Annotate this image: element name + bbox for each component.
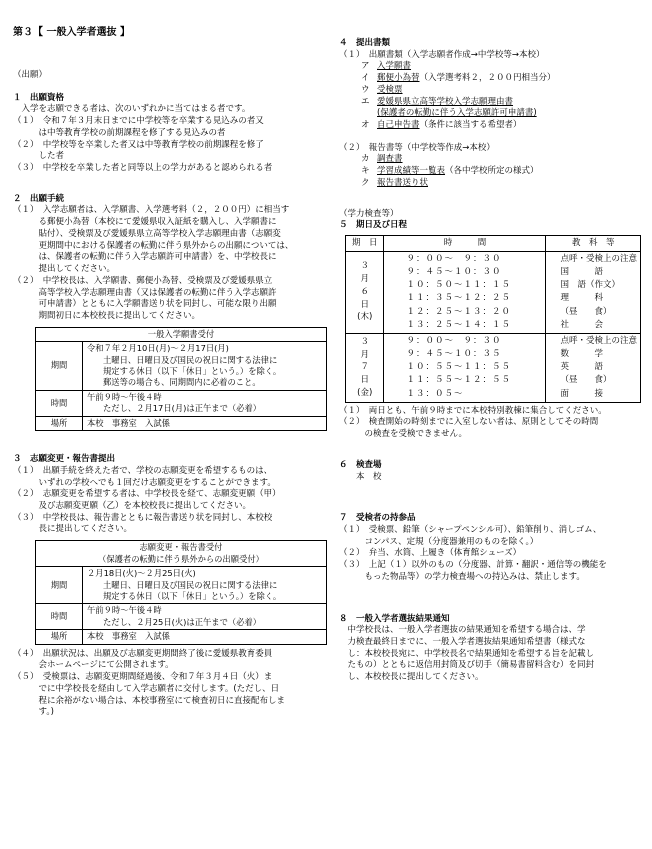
text-line: もった物品等）の学力検査場への持込みは、禁止します。 — [339, 571, 585, 582]
application-table — [35, 327, 327, 432]
schedule-table — [345, 235, 641, 403]
section-7-heading: ７ 受検者の持参品 — [339, 513, 416, 524]
period-line: ２月18日(火)～２月25日(火) — [87, 568, 196, 579]
time-line: 午前９時～午後４時 — [87, 605, 162, 616]
subject-item: 社 会 — [560, 319, 603, 330]
period-cell — [83, 567, 327, 604]
subject-item: （昼 食） — [560, 306, 612, 317]
section-6 — [339, 460, 639, 483]
text-line: 力検査最終日までに、一般入学者選抜結果通知希望書（様式な — [339, 637, 586, 648]
document-item — [339, 120, 639, 132]
document-item-title: 調査書 — [377, 154, 403, 165]
place-cell: 本校 事務室 入試係 — [83, 630, 327, 644]
time-label: 時間 — [36, 604, 83, 630]
text-line: （１） 受検票、鉛筆（シャープペンシル可）、鉛筆削り、消しゴム、 — [339, 525, 602, 536]
text-line: （３） 中学校を卒業した者と同等以上の学力があると認められる者 — [13, 163, 273, 174]
time-slot: ９：４５～１０：３５ — [406, 349, 502, 360]
subject-item: 点呼・受検上の注意 — [560, 335, 637, 346]
section-5 — [339, 220, 639, 441]
period-line: 郵送等の場合も、同期間内に必着のこと。 — [103, 377, 261, 388]
document-item-key: ア — [361, 61, 370, 72]
text-line: （２） 検査開始の時刻までに入室しない者は、原則としてその時間 — [339, 417, 599, 428]
day-char: 月 — [360, 349, 369, 360]
section-2-para-2 — [13, 276, 331, 323]
col-day-header: 期 日 — [346, 236, 384, 252]
subject-item: 国 語（作文） — [560, 280, 620, 291]
document-item-title: 愛媛県県立高等学校入学志願理由書 — [377, 96, 514, 107]
text-line: （３） 中学校長は、報告書とともに報告書送り状を同封し、本校校 — [13, 512, 273, 523]
document-item-title: (保護者の転勤に伴う入学志願許可申請書) — [377, 108, 537, 119]
period-line: 土曜日、日曜日及び国民の祝日に関する法律に — [103, 579, 278, 590]
text-line: 可申請書）とともに入学願書送り状を同封し、可能な限り出願 — [13, 299, 277, 310]
section-7-lines — [339, 525, 639, 584]
text-line: し：本校校長宛に、中学校長名で結果通知を希望する旨を記載し — [339, 648, 595, 659]
time-line: ただし、２月25日(火)は正午まで（必着） — [103, 616, 262, 627]
text-line: 程に余裕がない場合は、本校事務室にて検査初日に直接配布しま — [13, 695, 286, 706]
schedule-note-2 — [339, 417, 639, 440]
day-char: ３ — [360, 261, 369, 272]
text-line: は中等教育学校の前期課程を修了する見込みの者 — [13, 127, 226, 138]
section-4-items-2 — [339, 154, 639, 189]
day-char: 月 — [360, 274, 369, 285]
text-line: 及び志願変更願（乙）を本校校長に提出してください。 — [13, 501, 252, 512]
text-line: した者 — [13, 151, 65, 162]
text-line: （２） 中学校等を卒業した者又は中等教育学校の前期課程を修了 — [13, 139, 264, 150]
day-char: ３ — [360, 336, 369, 347]
section-1-heading: １ 出願資格 — [13, 92, 65, 103]
day-char: (木) — [357, 312, 373, 323]
text-line: す。) — [13, 707, 54, 718]
period-cell — [83, 342, 327, 391]
text-line: （２） 志願変更を希望する者は、中学校長を経て、志願変更願（甲） — [13, 489, 281, 500]
time-slot: １３：０５～ — [406, 388, 464, 399]
document-item-note: （条件に該当する希望者） — [419, 120, 522, 131]
day-2-times — [384, 333, 546, 402]
section-6-body: 本 校 — [339, 471, 382, 482]
document-item — [339, 166, 639, 178]
text-line: 貼付）、受検票及び愛媛県県立高等学校入学志願理由書（志願変 — [13, 228, 281, 239]
section-3-para-3 — [13, 513, 331, 536]
section-4-sub-2: （２） 報告書等（中学校等作成→本校） — [339, 142, 495, 153]
section-4-heading: ４ 提出書類 — [339, 38, 391, 48]
day-char: ７ — [360, 362, 369, 373]
text-line: る郵便小為替（本校にて愛媛県収入証紙を購入し、入学願書に — [13, 217, 277, 228]
change-table-head-2: （保護者の転勤に伴う県外からの出願受付） — [98, 553, 264, 564]
section-2-heading: ２ 出願手続 — [13, 193, 65, 204]
section-4-sub-1: （１） 出願書類（入学志願者作成→中学校等→本校） — [339, 49, 545, 60]
text-line: （１） 出願手続を終えた者で、学校の志願変更を希望するものは、 — [13, 465, 273, 476]
text-line: でに中学校長を経由して入学志願者に交付します。(ただし、日 — [13, 683, 280, 694]
page-title: 第３【 一般入学者選抜 】 — [13, 27, 130, 38]
section-5-heading: ５ 期日及び日程 — [339, 220, 408, 231]
section-2 — [13, 194, 331, 431]
change-table-head-1: 志願変更・報告書受付 — [139, 542, 223, 553]
change-table-head — [36, 541, 327, 567]
subject-item: 英 語 — [560, 362, 603, 373]
text-line: は、保護者の転勤に伴う入学志願許可申請書）を、中学校長に — [13, 252, 277, 263]
time-cell — [83, 390, 327, 416]
text-line: 提出してください。 — [13, 264, 116, 275]
place-cell: 本校 事務室 入試係 — [83, 416, 327, 430]
application-table-head: 一般入学願書受付 — [36, 327, 327, 341]
col-time-header: 時 間 — [384, 236, 546, 252]
change-table — [35, 540, 327, 645]
document-item-key: イ — [361, 73, 370, 84]
text-line: 期間初日に本校校長に提出してください。 — [13, 310, 201, 321]
section-3-para-2 — [13, 489, 331, 512]
document-item-note: （入学選考料２，２００円相当分） — [419, 73, 556, 84]
section-3-para-1 — [13, 466, 331, 489]
day-1-subjects — [546, 251, 641, 333]
text-line: （１） 令和７年３月末日までに中学校等を卒業する見込みの者又 — [13, 116, 264, 127]
section-3 — [13, 454, 331, 719]
document-item-title: 郵便小為替 — [377, 73, 420, 84]
day-1-times — [384, 251, 546, 333]
text-line: いずれの学校へでも１回だけ志願変更をすることができます。 — [13, 477, 276, 488]
section-1 — [13, 93, 331, 175]
time-slot: １１：５５～１２：５５ — [406, 375, 511, 386]
time-slot: ９：００～ ９：３０ — [406, 253, 502, 264]
period-label: 期間 — [36, 567, 83, 604]
day-2-cell — [346, 333, 384, 402]
section-1-lines — [13, 104, 331, 174]
text-line: （３） 上記（１）以外のもの（分度器、計算・翻訳・通信等の機能を — [339, 560, 607, 571]
text-line: 高等学校入学志願理由書（又は保護者の転勤に伴う入学志願許 — [13, 287, 277, 298]
document-item-key: カ — [361, 154, 370, 165]
text-line: （１） 入学志願者は、入学願書、入学選考料（２，２００円）に相当す — [13, 205, 290, 216]
subject-item: 国 語 — [560, 266, 603, 277]
day-2-subjects — [546, 333, 641, 402]
text-line: 長に提出してください。 — [13, 524, 133, 535]
text-line: （５） 受検票は、志願変更期間経過後、令和７年３月４日（火）ま — [13, 672, 273, 683]
document-item — [339, 108, 639, 120]
section-2-para-1 — [13, 205, 331, 275]
day-1-cell — [346, 251, 384, 333]
document-item — [339, 178, 639, 190]
time-line: ただし、２月17日(月)は正午まで（必着） — [103, 403, 262, 414]
document-item-title: 受検票 — [377, 84, 403, 95]
document-item — [339, 61, 639, 73]
text-line: 入学を志願できる者は、次のいずれかに当てはまる者です。 — [13, 104, 251, 115]
subject-item: 点呼・受検上の注意 — [560, 253, 637, 264]
period-line: 令和７年２月10日(月)～２月17日(月) — [87, 343, 229, 354]
text-line: 中学校長は、一般入学者選抜の結果通知を希望する場合は、学 — [339, 625, 586, 636]
section-8 — [339, 614, 639, 684]
day-char: 日 — [360, 299, 369, 310]
document-item-key: ウ — [361, 84, 370, 95]
text-line: し、本校校長に提出してください。 — [339, 672, 484, 683]
document-item — [339, 85, 639, 97]
document-item-key: キ — [361, 166, 370, 177]
period-line: 土曜日、日曜日及び国民の祝日に関する法律に — [103, 354, 278, 365]
document-item-key: オ — [361, 120, 370, 131]
day-char: ６ — [360, 286, 369, 297]
text-line: の検査を受検できません。 — [339, 429, 468, 440]
section-shutsugan: （出願） — [13, 70, 48, 80]
time-slot: １２：２５～１３：２０ — [406, 306, 511, 317]
subject-item: （昼 食） — [560, 375, 612, 386]
section-4-items-1 — [339, 61, 639, 131]
section-8-lines — [339, 625, 639, 684]
period-line: 規定する休日（以下「休日」という。）を除く。 — [103, 590, 282, 601]
document-item-note: （各中学校所定の様式） — [445, 166, 539, 177]
left-column — [13, 26, 331, 719]
subject-item: 理 科 — [560, 293, 603, 304]
section-3-para-5 — [13, 672, 331, 719]
time-slot: １１：３５～１２：２５ — [406, 293, 511, 304]
day-char: (金) — [357, 387, 373, 398]
time-cell — [83, 604, 327, 630]
document-item-title: 自己申告書 — [377, 120, 420, 131]
section-3-para-4 — [13, 649, 331, 672]
document-item — [339, 97, 639, 109]
time-slot: １０：５５～１１：５５ — [406, 362, 511, 373]
period-label: 期間 — [36, 342, 83, 391]
section-4 — [339, 38, 639, 190]
place-label: 場所 — [36, 416, 83, 430]
col-subject-header: 教 科 等 — [546, 236, 641, 252]
day-char: 日 — [360, 375, 369, 386]
section-gakuryoku: （学力検査等） — [339, 208, 399, 219]
section-3-heading: ３ 志願変更・報告書提出 — [13, 454, 116, 465]
document-item — [339, 73, 639, 85]
time-line: 午前９時～午後４時 — [87, 391, 162, 402]
time-slot: ９：４５～１０：３０ — [406, 266, 502, 277]
schedule-note-1: （１） 両日とも、午前９時までに本校特別教棟に集合してください。 — [339, 405, 607, 416]
place-label: 場所 — [36, 630, 83, 644]
time-slot: １０：５０～１１：１５ — [406, 280, 511, 291]
text-line: たもの）とともに返信用封筒及び切手（簡易書留料含む）を同封 — [339, 660, 595, 671]
subject-item: 数 学 — [560, 349, 603, 360]
document-item-title: 学習成績等一覧表 — [377, 166, 446, 177]
subject-item: 面 接 — [560, 388, 603, 399]
section-6-heading: ６ 検査場 — [339, 459, 382, 470]
section-7 — [339, 513, 639, 583]
document-item-key: ク — [361, 177, 370, 188]
text-line: 更期間中における保護者の転勤に伴う県外からの出願については、 — [13, 240, 294, 251]
document-item-title: 入学願書 — [377, 61, 412, 72]
text-line: （２） 中学校長は、入学願書、郵便小為替、受検票及び愛媛県県立 — [13, 275, 273, 286]
document-item-title: 報告書送り状 — [377, 177, 429, 188]
document-item — [339, 154, 639, 166]
text-line: 会ホームページにて公開されます。 — [13, 660, 174, 671]
text-line: （２） 弁当、水筒、上履き（体育館シューズ） — [339, 548, 522, 559]
right-column — [339, 38, 639, 684]
text-line: コンパス、定規（分度器兼用のものを除く。） — [339, 536, 539, 547]
time-label: 時間 — [36, 390, 83, 416]
time-slot: ９：００～ ９：３０ — [406, 335, 502, 346]
document-item-key: エ — [361, 96, 370, 107]
section-8-heading: ８ 一般入学者選抜結果通知 — [339, 613, 450, 624]
period-line: 規定する休日（以下「休日」という。）を除く。 — [103, 365, 282, 376]
time-slot: １３：２５～１４：１５ — [406, 319, 511, 330]
text-line: （４） 出願状況は、出願及び志願変更期間終了後に愛媛県教育委員 — [13, 648, 273, 659]
